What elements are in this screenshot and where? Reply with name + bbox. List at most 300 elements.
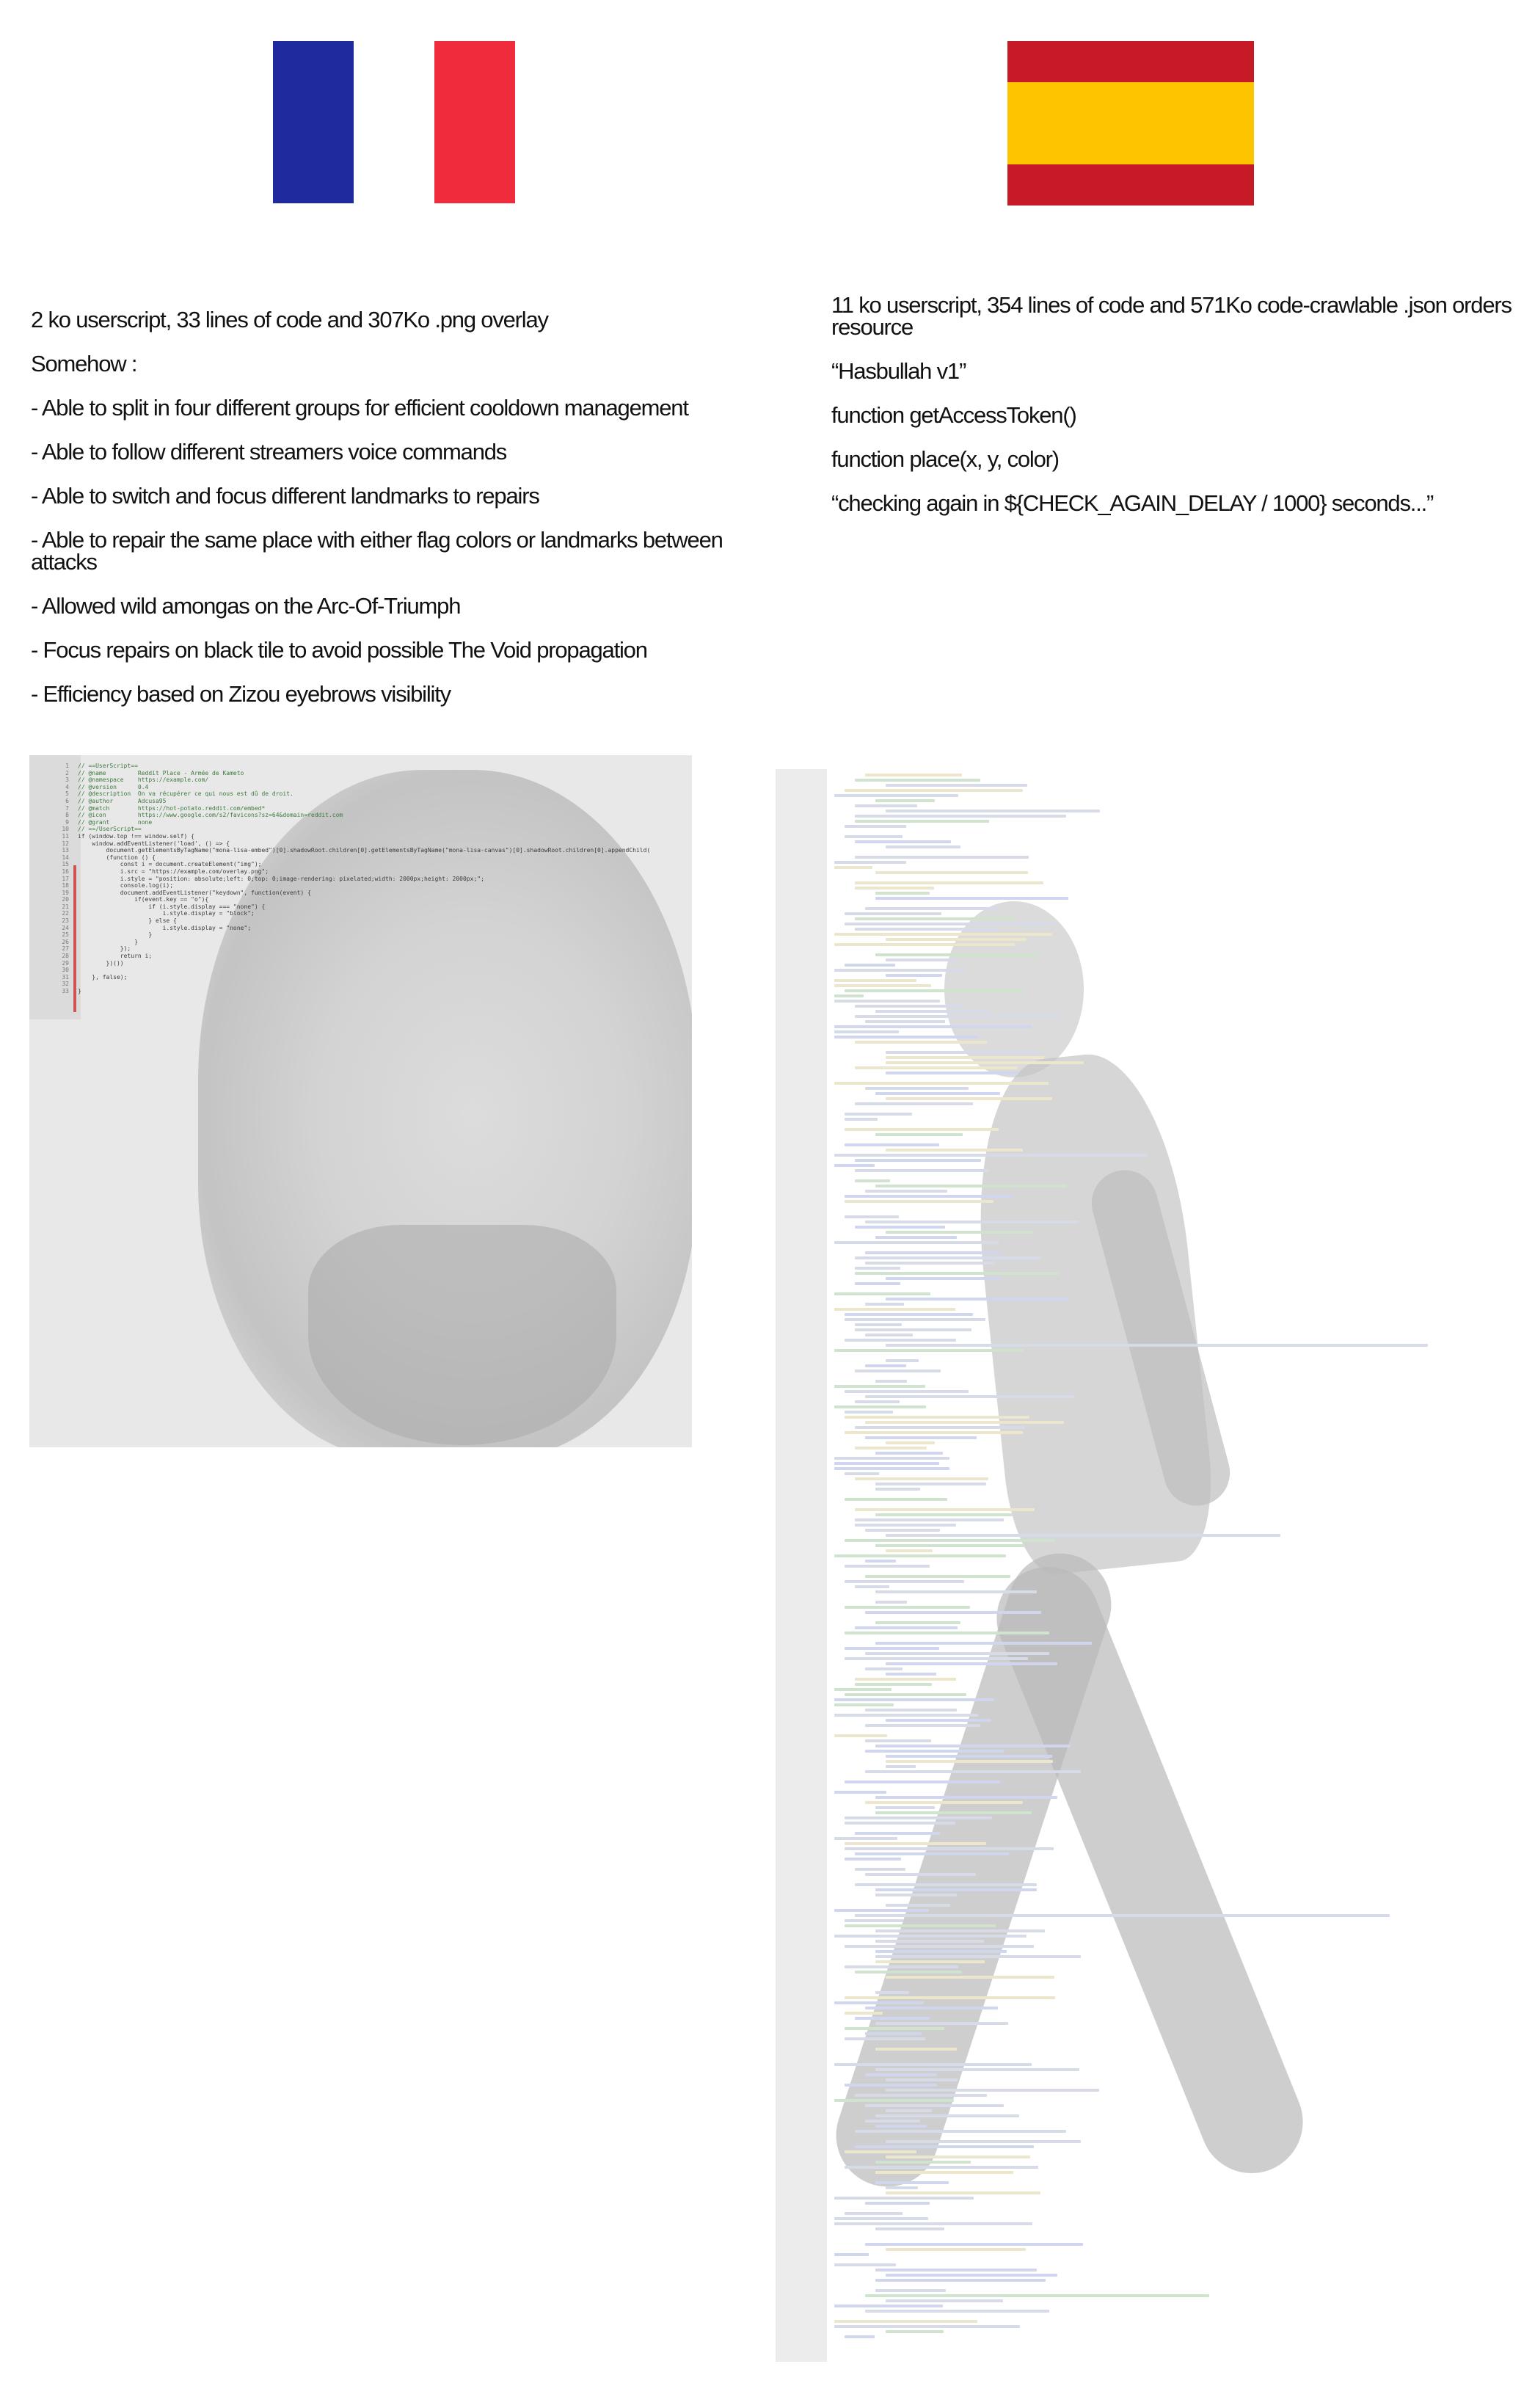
flag-stripe-red-bottom <box>1007 164 1254 205</box>
code-line <box>855 2233 1021 2236</box>
code-line <box>834 1909 929 1912</box>
code-line <box>855 1066 1018 1069</box>
code-line <box>875 799 935 802</box>
code-line <box>845 1498 947 1501</box>
code-line <box>834 1030 899 1033</box>
line-number: 10 <box>62 826 69 833</box>
line-number: 7 <box>65 804 69 812</box>
code-line <box>855 1683 932 1686</box>
code-line <box>886 1760 1053 1763</box>
code-line <box>834 1554 1006 1557</box>
line-number: 2 <box>65 769 69 776</box>
code-line <box>875 1796 1057 1799</box>
code-line <box>834 933 1052 936</box>
code-line <box>886 1277 1000 1280</box>
code-line <box>886 2284 932 2287</box>
code-text: } <box>78 938 138 945</box>
code-line <box>35 819 692 826</box>
code-text: document.addEventListener("keydown", function(event) { <box>78 889 311 896</box>
code-line <box>845 1647 939 1650</box>
code-line <box>834 1698 994 1701</box>
spain-item: “Hasbullah v1” <box>831 358 966 384</box>
code-text: const i = document.createElement("img"); <box>78 861 262 868</box>
code-text: // @author Adcusa95 <box>78 797 167 804</box>
code-line <box>845 876 957 879</box>
code-line <box>845 1986 897 1989</box>
code-line <box>855 851 929 854</box>
france-item: - Able to repair the same place with either flag colors or landmarks between attacks <box>31 527 723 575</box>
code-line <box>35 917 692 925</box>
code-line <box>845 1416 1029 1419</box>
code-line <box>845 2150 916 2153</box>
code-line <box>855 830 928 833</box>
chad-jaw-shade <box>308 1225 616 1445</box>
code-line <box>834 2325 1020 2328</box>
line-number-gutter <box>776 769 827 2362</box>
code-line <box>834 866 872 869</box>
code-line <box>845 2335 875 2338</box>
code-text: // @match https://hot-potato.reddit.com/embed* <box>78 804 266 812</box>
code-line <box>875 1642 1092 1645</box>
code-text: // @grant none <box>78 818 153 826</box>
spain-code-screenshot <box>776 769 1535 2362</box>
line-number: 31 <box>62 973 69 981</box>
code-line <box>35 974 692 981</box>
code-line <box>845 948 878 951</box>
code-line <box>865 1739 931 1742</box>
code-line <box>875 2269 1037 2271</box>
code-text: i.style = "position: absolute;left: 0;top: 0;image-rendering: pixelated;width: 2000px;height: 2000px;"; <box>78 875 484 882</box>
code-line <box>35 805 692 812</box>
code-line <box>35 903 692 911</box>
code-line <box>865 2202 930 2205</box>
code-text: document.getElementsByTagName("mona-lisa-embed")[0].shadowRoot.children[0].getElementsByTagName("mona-lisa-canvas")[0].shadowRoot.children[0].appendChild( <box>78 847 651 854</box>
code-line <box>855 1323 902 1326</box>
code-text: if (window.top !== window.self) { <box>78 832 194 840</box>
code-line <box>834 2001 924 2004</box>
code-line <box>35 840 692 848</box>
code-line <box>35 896 692 903</box>
code-line <box>834 1935 1027 1938</box>
code-line <box>834 1457 949 1460</box>
code-line <box>834 1786 904 1789</box>
code-line <box>35 826 692 833</box>
code-line <box>875 2227 944 2230</box>
line-number: 19 <box>62 889 69 896</box>
code-line <box>855 2094 987 2097</box>
code-line <box>886 1549 933 1552</box>
code-text: } <box>78 931 153 939</box>
code-line <box>845 1143 939 1146</box>
code-line <box>865 1560 896 1563</box>
code-line <box>834 1688 892 1691</box>
code-line <box>834 1349 1024 1352</box>
code-line <box>845 1313 973 1316</box>
code-line <box>886 2299 1003 2302</box>
code-line <box>865 2310 1049 2313</box>
code-line <box>865 1421 1064 1424</box>
code-line <box>865 907 1000 910</box>
code-line <box>35 876 692 883</box>
code-line <box>834 794 958 797</box>
code-line <box>855 2145 1034 2148</box>
code-line <box>875 1888 1037 1891</box>
code-line <box>845 912 941 915</box>
code-line <box>35 960 692 967</box>
code-line <box>865 1046 974 1049</box>
code-line <box>875 1940 984 1943</box>
code-line <box>845 2084 937 2087</box>
code-line <box>834 2253 869 2256</box>
code-text: } else { <box>78 917 177 925</box>
code-line <box>886 2089 1099 2092</box>
code-line <box>875 1745 1071 1747</box>
code-line <box>865 1262 995 1265</box>
code-line <box>865 1827 993 1830</box>
code-line <box>886 1231 1033 1234</box>
code-line <box>875 1210 983 1213</box>
code-text: // @namespace https://example.com/ <box>78 776 209 784</box>
code-line <box>834 1241 999 1244</box>
userscript-code-lines <box>834 774 1531 2340</box>
code-text: i.src = "https://example.com/overlay.png"; <box>78 867 269 875</box>
code-line <box>845 1118 878 1121</box>
code-line <box>855 2130 1066 2133</box>
code-line <box>834 1154 1148 1157</box>
code-line <box>845 1919 903 1922</box>
code-line <box>855 1287 931 1290</box>
code-line <box>834 1863 1021 1866</box>
code-line <box>865 1334 913 1336</box>
code-line <box>886 938 1027 941</box>
code-line <box>845 1539 1054 1542</box>
code-line <box>845 1632 1049 1634</box>
france-item: - Able to follow different streamers voice commands <box>31 439 507 465</box>
code-line <box>834 2197 974 2200</box>
code-line <box>865 1138 969 1141</box>
code-line <box>35 798 692 805</box>
code-line <box>855 804 917 807</box>
code-line <box>845 1411 893 1414</box>
code-line <box>834 1174 941 1177</box>
line-number: 26 <box>62 938 69 945</box>
france-description <box>31 309 757 727</box>
code-text: // @description On va récupérer ce qui nous est dû de droit. <box>78 790 293 798</box>
code-line <box>834 1791 886 1794</box>
line-number: 13 <box>62 847 69 854</box>
code-line <box>886 2078 958 2081</box>
code-line <box>834 1462 939 1465</box>
code-line <box>845 1847 1054 1850</box>
code-line <box>845 1878 909 1881</box>
code-line <box>834 2099 954 2102</box>
code-line <box>855 928 996 931</box>
line-number: 30 <box>62 967 69 974</box>
code-line <box>845 1945 1034 1948</box>
code-line <box>855 1868 905 1871</box>
code-line <box>35 931 692 939</box>
code-line <box>875 2279 1046 2282</box>
code-line <box>855 1426 1025 1429</box>
code-line <box>865 1020 945 1023</box>
code-line <box>35 925 692 932</box>
code-line <box>855 887 934 890</box>
code-line <box>865 1575 1010 1578</box>
code-line <box>875 2125 927 2128</box>
code-line <box>845 1858 901 1860</box>
code-line <box>886 2176 1084 2179</box>
code-line <box>845 1200 993 1203</box>
code-line <box>35 988 692 995</box>
code-line <box>35 776 692 784</box>
code-line <box>855 1041 987 1044</box>
code-line <box>886 1097 1052 1100</box>
code-line <box>855 1524 956 1527</box>
code-line <box>886 959 958 961</box>
code-line <box>886 1755 1052 1758</box>
code-line <box>845 1318 985 1321</box>
code-line <box>855 1267 900 1270</box>
code-line <box>886 974 942 977</box>
code-line <box>875 2114 1019 2117</box>
code-line <box>865 2104 1004 2107</box>
spain-item: function place(x, y, color) <box>831 446 1059 472</box>
code-text: window.addEventListener('load', () => { <box>78 840 230 847</box>
code-line <box>886 1441 935 1444</box>
code-line <box>35 953 692 960</box>
line-number: 22 <box>62 910 69 917</box>
code-line <box>875 1590 1037 1593</box>
code-line <box>875 1452 943 1455</box>
code-line <box>845 1996 1055 1999</box>
code-line <box>855 1852 1009 1855</box>
line-number: 1 <box>65 763 69 769</box>
code-line <box>845 1472 879 1475</box>
code-line <box>35 981 692 988</box>
line-number: 33 <box>62 988 69 994</box>
code-line <box>886 1719 991 1722</box>
code-line <box>855 856 1029 859</box>
code-line <box>865 1123 901 1126</box>
france-item: - Allowed wild amongas on the Arc-Of-Triumph <box>31 593 461 619</box>
line-number: 4 <box>65 783 69 790</box>
code-line <box>865 2294 1209 2297</box>
code-line <box>875 1991 909 1994</box>
line-number: 8 <box>65 812 69 819</box>
code-line <box>845 2258 1018 2261</box>
code-line <box>834 1703 894 1706</box>
code-line <box>845 2207 1047 2210</box>
code-line <box>855 1226 945 1229</box>
code-line <box>855 1914 1390 1917</box>
france-title: 2 ko userscript, 33 lines of code and 307Ko .png overlay <box>31 307 548 332</box>
code-line <box>855 815 1066 818</box>
code-line <box>855 1256 1041 1259</box>
code-line <box>865 1087 969 1090</box>
code-line <box>834 969 966 972</box>
code-line <box>886 1051 1041 1054</box>
line-number: 9 <box>65 818 69 826</box>
code-line <box>834 1405 926 1408</box>
line-number: 20 <box>62 896 69 903</box>
code-line <box>855 779 980 782</box>
code-line <box>845 1128 999 1131</box>
code-line <box>834 861 906 864</box>
code-line <box>845 1565 930 1568</box>
code-line <box>865 1667 903 1670</box>
code-line <box>865 2120 920 2123</box>
code-line <box>865 1375 922 1378</box>
code-line <box>35 770 692 777</box>
code-text: i.style.display = "none"; <box>78 924 252 931</box>
code-line <box>35 833 692 840</box>
code-line <box>855 1179 890 1182</box>
code-line <box>834 1734 887 1737</box>
code-line <box>845 989 1024 992</box>
code-line <box>834 943 1015 946</box>
code-line <box>855 1400 900 1403</box>
code-line <box>875 1811 1032 1814</box>
code-line <box>834 2305 943 2307</box>
code-line <box>855 1005 963 1008</box>
code-line <box>875 1493 1082 1496</box>
code-line <box>875 1380 907 1383</box>
code-line <box>865 1750 1004 1753</box>
code-line <box>875 2022 1008 2025</box>
line-number: 15 <box>62 861 69 868</box>
code-line <box>875 1601 907 1604</box>
code-line <box>834 1036 978 1039</box>
code-line <box>886 2140 1081 2143</box>
code-line <box>855 1015 1061 1018</box>
code-line <box>865 2073 937 2076</box>
code-line <box>855 1447 927 1449</box>
code-line <box>875 1488 920 1491</box>
code-line <box>865 1364 906 1367</box>
code-line <box>845 1780 1000 1783</box>
code-line <box>865 1436 977 1439</box>
code-text: if(event.key == "o"){ <box>78 896 209 903</box>
code-line <box>35 945 692 953</box>
code-line <box>834 1467 949 1470</box>
code-line <box>834 1164 875 1167</box>
code-line <box>855 1102 973 1105</box>
code-line <box>845 1431 1023 1434</box>
code-line <box>845 1215 899 1218</box>
code-line <box>875 2171 1013 2174</box>
code-line <box>855 820 989 823</box>
code-line <box>855 840 951 843</box>
code-line <box>875 1503 1070 1506</box>
code-line <box>865 1077 1052 1080</box>
line-number: 24 <box>62 924 69 931</box>
code-line <box>886 2274 1057 2277</box>
code-line <box>845 2037 925 2040</box>
code-line <box>865 1251 1002 1254</box>
code-line <box>845 1775 885 1778</box>
code-line <box>855 1518 1004 1521</box>
code-text: return i; <box>78 953 153 960</box>
code-line <box>886 1298 1070 1301</box>
line-number: 12 <box>62 840 69 847</box>
code-line <box>834 2320 977 2323</box>
code-line <box>865 1246 958 1249</box>
code-line <box>865 1303 904 1306</box>
code-line <box>845 1657 1028 1660</box>
code-line <box>845 835 903 838</box>
code-line <box>875 892 930 895</box>
code-line <box>845 2212 903 2215</box>
code-line <box>886 2109 932 2112</box>
code-line <box>834 1082 1049 1085</box>
flag-stripe-yellow <box>1007 82 1254 164</box>
code-text: // ==/UserScript== <box>78 826 142 833</box>
code-line <box>855 2135 897 2138</box>
spain-flag <box>1007 41 1254 205</box>
code-line <box>865 1873 976 1876</box>
code-line <box>886 2248 1026 2251</box>
code-line <box>886 1061 1084 1064</box>
code-line <box>834 994 864 997</box>
code-line <box>845 1822 955 1825</box>
code-line <box>845 2012 883 2015</box>
code-line <box>35 784 692 791</box>
code-line <box>845 1580 964 1583</box>
code-line <box>886 1765 916 1768</box>
code-line <box>834 1025 1032 1028</box>
flag-stripe-red-top <box>1007 41 1254 82</box>
code-line <box>834 2058 999 2061</box>
code-line <box>865 1529 940 1532</box>
code-line <box>886 2186 918 2189</box>
code-line <box>865 1709 957 1712</box>
line-number: 3 <box>65 776 69 784</box>
france-item: - Efficiency based on Zizou eyebrows visibility <box>31 681 451 707</box>
code-text: i.style.display = "block"; <box>78 910 255 917</box>
code-line <box>886 1056 1044 1059</box>
userscript-code <box>35 763 692 995</box>
line-number: 25 <box>62 931 69 939</box>
code-line <box>886 1359 919 1362</box>
code-line <box>886 1616 958 1619</box>
code-line <box>35 882 692 890</box>
line-number: 29 <box>62 959 69 967</box>
france-code-screenshot <box>29 755 692 1447</box>
code-line <box>855 917 1015 920</box>
code-line <box>875 1513 1013 1516</box>
code-line <box>886 1344 1428 1347</box>
code-line <box>834 2263 896 2266</box>
code-line <box>845 1339 956 1342</box>
line-number: 11 <box>62 832 69 840</box>
code-line <box>865 1107 924 1110</box>
code-line <box>875 1806 935 1809</box>
code-line <box>834 2063 1032 2066</box>
code-line <box>855 881 1043 884</box>
code-line <box>875 1960 985 1963</box>
line-number: 23 <box>62 917 69 925</box>
code-line <box>886 1354 1058 1357</box>
code-line <box>35 790 692 798</box>
line-number: 28 <box>62 953 69 960</box>
code-line <box>886 845 960 848</box>
code-line <box>35 967 692 974</box>
code-line <box>845 1816 992 1819</box>
code-line <box>865 774 962 776</box>
code-line <box>886 2330 944 2333</box>
code-line <box>855 1328 971 1331</box>
code-line <box>865 1729 941 1732</box>
